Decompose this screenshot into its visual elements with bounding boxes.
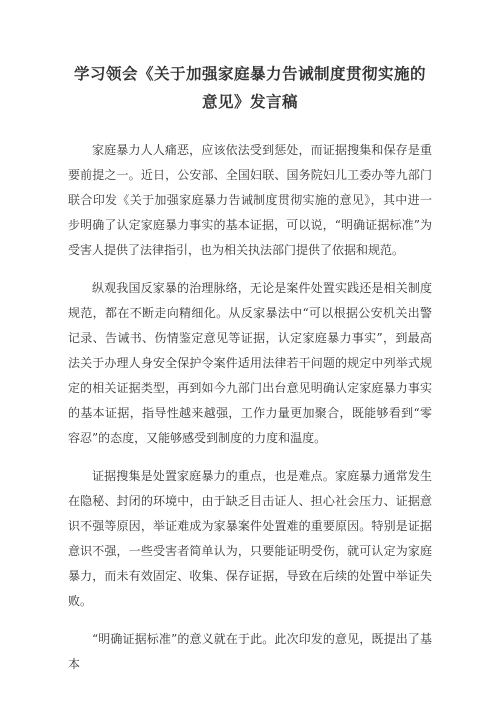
title-line-1: 学习领会《关于加强家庭暴力告诫制度贯彻实施的 xyxy=(73,64,426,83)
title-line-2: 意见》发言稿 xyxy=(201,92,298,111)
document-body xyxy=(68,138,432,677)
paragraph-1: 家庭暴力人人痛恶，应该依法受到惩处，而证据搜集和保存是重要前提之一。近日，公安部、全国妇联、国务院妇儿工委办等九部门联合印发《关于加强家庭暴力告诫制度贯彻实施的意见》，其中进一步明确了认定家庭暴力事实的基本证据，可以说，“明确证据标准”为受害人提供了法律指引，也为相关执法部门提供了依据和规范。 xyxy=(68,143,432,257)
paragraph-2: 纵观我国反家暴的治理脉络，无论是案件处置实践还是相关制度规范，都在不断走向精细化。从反家暴法中“可以根据公安机关出警记录、告诫书、伤情鉴定意见等证据，认定家庭暴力事实”，到最高法关于办理人身安全保护令案件适用法律若干问题的规定中列举式规定的相关证据类型，再到如今九部门出台意见明确认定家庭暴力事实的基本证据，指导性越来越强，工作力量更加聚合，既能够看到“零容忍”的态度，又能够感受到制度的力度和温度。 xyxy=(68,281,432,445)
paragraph-3: 证据搜集是处置家庭暴力的重点，也是难点。家庭暴力通常发生在隐秘、封闭的环境中，由于缺乏目击证人、担心社会压力、证据意识不强等原因，举证难成为家暴案件处置难的重要原因。特别是证据意识不强，一些受害者简单认为，只要能证明受伤，就可认定为家庭暴力，而未有效固定、收集、保存证据，导致在后续的处置中举证失败。 xyxy=(68,469,432,608)
document-title xyxy=(68,60,432,116)
paragraph-4: “明确证据标准”的意义就在于此。此次印发的意见，既提出了基本 xyxy=(68,632,432,671)
